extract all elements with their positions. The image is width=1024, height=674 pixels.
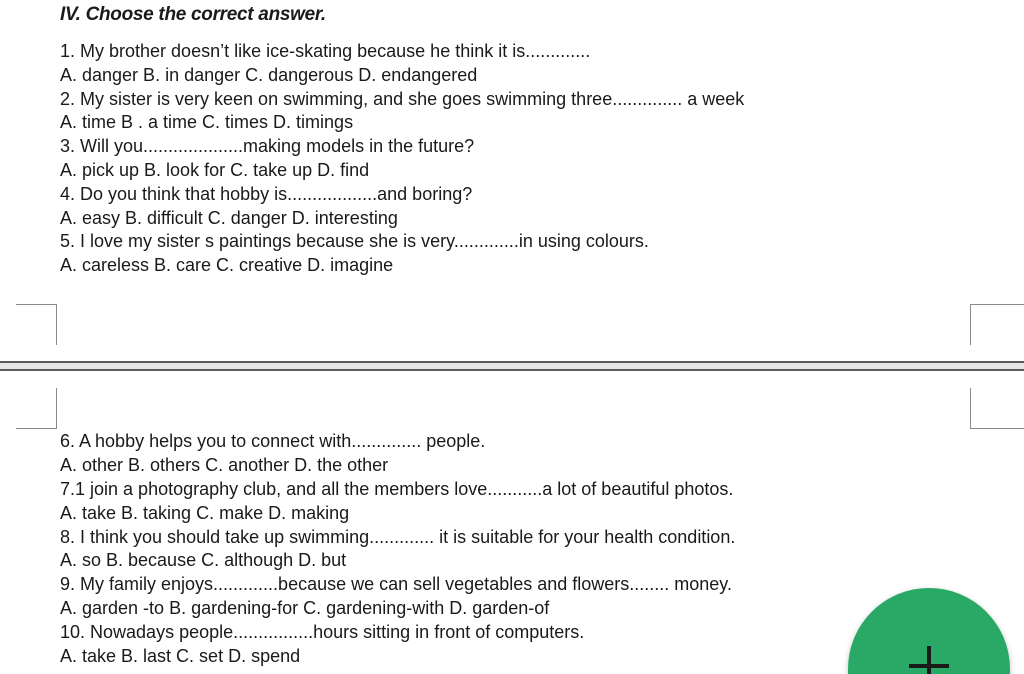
crop-mark-top-left bbox=[16, 304, 57, 345]
question-line: 7.1 join a photography club, and all the members love...........a lot of beautiful photos. bbox=[60, 478, 734, 499]
crop-mark-top-right bbox=[970, 304, 1024, 345]
answer-options-line: A. careless B. care C. creative D. imagine bbox=[60, 255, 394, 276]
answer-options-line: A. pick up B. look for C. take up D. find bbox=[60, 159, 370, 180]
crop-mark-bottom-left bbox=[16, 388, 57, 429]
page-separator bbox=[0, 361, 1024, 371]
section-title: IV. Choose the correct answer. bbox=[60, 4, 326, 25]
question-line: 8. I think you should take up swimming............. it is suitable for your health condition. bbox=[60, 526, 736, 547]
answer-options-line: A. take B. taking C. make D. making bbox=[60, 502, 350, 523]
answer-options-line: A. danger B. in danger C. dangerous D. endangered bbox=[60, 64, 478, 85]
question-line: 5. I love my sister s paintings because she is very.............in using colours. bbox=[60, 231, 649, 252]
question-list-page-2 bbox=[60, 430, 735, 669]
answer-options-line: A. so B. because C. although D. but bbox=[60, 550, 347, 571]
answer-options-line: A. easy B. difficult C. danger D. interesting bbox=[60, 207, 398, 228]
add-button[interactable] bbox=[848, 588, 1010, 674]
question-line: 1. My brother doesn’t like ice-skating because he think it is............. bbox=[60, 41, 591, 61]
question-line: 3. Will you....................making models in the future? bbox=[60, 136, 475, 157]
question-line: 6. A hobby helps you to connect with.............. people. bbox=[60, 431, 486, 451]
crop-mark-bottom-right bbox=[970, 388, 1024, 429]
plus-icon bbox=[909, 646, 949, 674]
answer-options-line: A. time B . a time C. times D. timings bbox=[60, 112, 354, 133]
answer-options-line: A. garden -to B. gardening-for C. gardening-with D. garden-of bbox=[60, 598, 550, 619]
question-line: 2. My sister is very keen on swimming, and she goes swimming three.............. a week bbox=[60, 88, 745, 109]
question-line: 4. Do you think that hobby is..................and boring? bbox=[60, 183, 473, 204]
question-list-page-1 bbox=[60, 40, 744, 278]
answer-options-line: A. take B. last C. set D. spend bbox=[60, 646, 301, 667]
answer-options-line: A. other B. others C. another D. the other bbox=[60, 454, 389, 475]
question-line: 9. My family enjoys.............because we can sell vegetables and flowers........ money. bbox=[60, 574, 732, 595]
question-line: 10. Nowadays people................hours sitting in front of computers. bbox=[60, 622, 585, 643]
